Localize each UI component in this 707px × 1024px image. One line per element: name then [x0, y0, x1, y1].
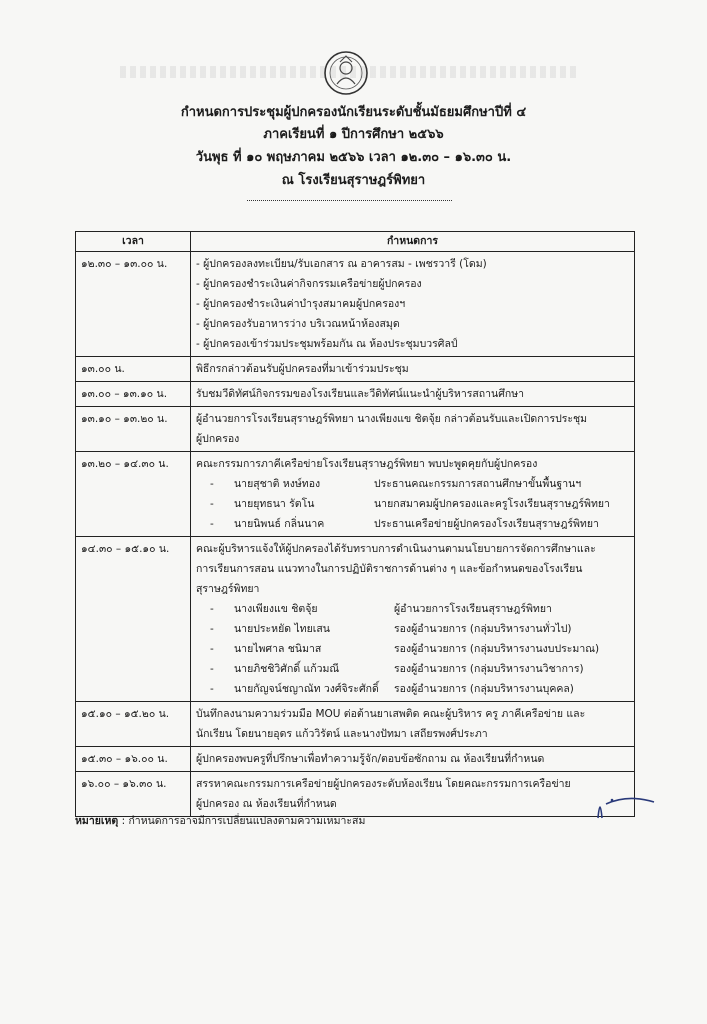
member-role: รองผู้อำนวยการ (กลุ่มบริหารงานวิชาการ): [394, 663, 584, 675]
table-row: [76, 407, 635, 452]
agenda-line: การเรียนการสอน แนวทางในการปฏิบัติราชการด้านต่าง ๆ และข้อกำหนดของโรงเรียน: [196, 563, 583, 575]
time-cell: ๑๕.๓๐ – ๑๖.๐๐ น.: [76, 747, 191, 772]
column-header-agenda: กำหนดการ: [191, 232, 635, 252]
committee-member: - นายสุชาติ หงษ์ทอง ประธานคณะกรรมการสถานศึกษาขั้นพื้นฐานฯ: [196, 474, 629, 494]
time-cell: ๑๔.๓๐ – ๑๕.๑๐ น.: [76, 537, 191, 702]
column-header-time: เวลา: [76, 232, 191, 252]
table-row: [76, 452, 635, 537]
member-role: รองผู้อำนวยการ (กลุ่มบริหารงานงบประมาณ): [394, 643, 600, 655]
executive-member: - นางเพียงแข ชิตจุ้ย ผู้อำนวยการโรงเรียนสุราษฎร์พิทยา: [196, 599, 629, 619]
agenda-line: สรรหาคณะกรรมการเครือข่ายผู้ปกครองระดับห้องเรียน โดยคณะกรรมการเครือข่าย: [196, 778, 571, 790]
agenda-line: ผู้ปกครอง: [196, 433, 240, 445]
schedule-table: [75, 231, 635, 817]
agenda-line: ผู้อำนวยการโรงเรียนสุราษฎร์พิทยา นางเพียงแข ชิตจุ้ย กล่าวต้อนรับและเปิดการประชุม: [196, 413, 588, 425]
time-cell: ๑๓.๐๐ น.: [76, 357, 191, 382]
agenda-cell: [191, 452, 635, 537]
member-name: นายประหยัด ไทยเสน: [234, 623, 330, 635]
member-name: นายกัญจน์ชญาณัท วงศ์จิระศักดิ์: [234, 683, 379, 695]
agenda-cell: [191, 702, 635, 747]
header-title: กำหนดการประชุมผู้ปกครองนักเรียนระดับชั้นมัธยมศึกษาปีที่ ๔: [180, 105, 527, 120]
dotted-divider: [247, 200, 452, 201]
member-name: นายสุชาติ หงษ์ทอง: [234, 478, 321, 490]
agenda-cell: [191, 252, 635, 357]
member-role: ประธานเครือข่ายผู้ปกครองโรงเรียนสุราษฎร์พิทยา: [374, 518, 599, 530]
executive-member: - นายภิชชิวิศักดิ์ แก้วมณี รองผู้อำนวยการ (กลุ่มบริหารงานวิชาการ): [196, 659, 629, 679]
agenda-cell: [191, 407, 635, 452]
executive-member: - นายกัญจน์ชญาณัท วงศ์จิระศักดิ์ รองผู้อำนวยการ (กลุ่มบริหารงานบุคคล): [196, 679, 629, 699]
time-cell: ๑๓.๒๐ – ๑๔.๓๐ น.: [76, 452, 191, 537]
footnote-text: : กำหนดการอาจมีการเปลี่ยนแปลงตามความเหมาะสม: [121, 815, 366, 827]
table-row: [76, 702, 635, 747]
agenda-line: สุราษฎร์พิทยา: [196, 583, 260, 595]
committee-member: - นายนิพนธ์ กลิ่นนาค ประธานเครือข่ายผู้ปกครองโรงเรียนสุราษฎร์พิทยา: [196, 514, 629, 534]
header-venue: ณ โรงเรียนสุราษฎร์พิทยา: [281, 173, 426, 188]
agenda-line: บันทึกลงนามความร่วมมือ MOU ต่อต้านยาเสพติด คณะผู้บริหาร ครู ภาคีเครือข่าย และ: [196, 708, 586, 720]
member-name: นายไพศาล ชนิมาส: [234, 643, 322, 655]
header-semester: ภาคเรียนที่ ๑ ปีการศึกษา ๒๕๖๖: [263, 127, 444, 142]
member-role: ผู้อำนวยการโรงเรียนสุราษฎร์พิทยา: [394, 603, 552, 615]
agenda-line: คณะกรรมการภาคีเครือข่ายโรงเรียนสุราษฎร์พิทยา พบปะพูดคุยกับผู้ปกครอง: [196, 458, 538, 470]
member-role: รองผู้อำนวยการ (กลุ่มบริหารงานทั่วไป): [394, 623, 572, 635]
table-row: [76, 357, 635, 382]
table-row: [76, 382, 635, 407]
time-cell: ๑๓.๐๐ – ๑๓.๑๐ น.: [76, 382, 191, 407]
time-cell: ๑๖.๐๐ – ๑๖.๓๐ น.: [76, 772, 191, 817]
agenda-line: นักเรียน โดยนายอุดร แก้ววิรัตน์ และนางปัทมา เสถียรพงศ์ประภา: [196, 728, 488, 740]
agenda-line: คณะผู้บริหารแจ้งให้ผู้ปกครองได้รับทราบการดำเนินงานตามนโยบายการจัดการศึกษาและ: [196, 543, 596, 555]
table-header-row: [76, 232, 635, 252]
footnote: [75, 812, 365, 829]
agenda-line: - ผู้ปกครองชำระเงินค่ากิจกรรมเครือข่ายผู้ปกครอง: [196, 278, 422, 290]
agenda-line: - ผู้ปกครองชำระเงินค่าบำรุงสมาคมผู้ปกครองฯ: [196, 298, 406, 310]
agenda-cell: [191, 747, 635, 772]
member-role: นายกสมาคมผู้ปกครองและครูโรงเรียนสุราษฎร์พิทยา: [374, 498, 610, 510]
table-row: [76, 772, 635, 817]
time-cell: ๑๓.๑๐ – ๑๓.๒๐ น.: [76, 407, 191, 452]
agenda-line: ผู้ปกครอง ณ ห้องเรียนที่กำหนด: [196, 798, 337, 810]
footnote-label: หมายเหตุ: [75, 815, 119, 827]
table-row: [76, 537, 635, 702]
time-cell: ๑๒.๓๐ – ๑๓.๐๐ น.: [76, 252, 191, 357]
agenda-line: ผู้ปกครองพบครูที่ปรึกษาเพื่อทำความรู้จัก/ตอบข้อซักถาม ณ ห้องเรียนที่กำหนด: [196, 753, 545, 765]
member-role: รองผู้อำนวยการ (กลุ่มบริหารงานบุคคล): [394, 683, 574, 695]
agenda-cell: [191, 772, 635, 817]
table-row: [76, 747, 635, 772]
executive-member: - นายไพศาล ชนิมาส รองผู้อำนวยการ (กลุ่มบริหารงานงบประมาณ): [196, 639, 629, 659]
agenda-cell: [191, 382, 635, 407]
table-row: [76, 252, 635, 357]
agenda-cell: [191, 357, 635, 382]
member-name: นางเพียงแข ชิตจุ้ย: [234, 603, 318, 615]
agenda-line: พิธีกรกล่าวต้อนรับผู้ปกครองที่มาเข้าร่วมประชุม: [196, 363, 409, 375]
agenda-line: - ผู้ปกครองลงทะเบียน/รับเอกสาร ณ อาคารสม - เพชรวารี (โดม): [196, 258, 487, 270]
member-name: นายยุทธนา รัตโน: [234, 498, 315, 510]
agenda-line: - ผู้ปกครองเข้าร่วมประชุมพร้อมกัน ณ ห้องประชุมบวรศิลป์: [196, 338, 458, 350]
executive-member: - นายประหยัด ไทยเสน รองผู้อำนวยการ (กลุ่มบริหารงานทั่วไป): [196, 619, 629, 639]
header-date-time: วันพุธ ที่ ๑๐ พฤษภาคม ๒๕๖๖ เวลา ๑๒.๓๐ – ๑๖.๓๐ น.: [195, 150, 512, 165]
member-name: นายนิพนธ์ กลิ่นนาค: [234, 518, 325, 530]
member-name: นายภิชชิวิศักดิ์ แก้วมณี: [234, 663, 340, 675]
agenda-line: รับชมวีดิทัศน์กิจกรรมของโรงเรียนและวีดิทัศน์แนะนำผู้บริหารสถานศึกษา: [196, 388, 525, 400]
agenda-cell: [191, 537, 635, 702]
member-role: ประธานคณะกรรมการสถานศึกษาขั้นพื้นฐานฯ: [374, 478, 582, 490]
school-seal-icon: [323, 50, 369, 96]
signature-mark: [588, 788, 668, 828]
agenda-line: - ผู้ปกครองรับอาหารว่าง บริเวณหน้าห้องสมุด: [196, 318, 400, 330]
time-cell: ๑๕.๑๐ – ๑๕.๒๐ น.: [76, 702, 191, 747]
committee-member: - นายยุทธนา รัตโน นายกสมาคมผู้ปกครองและครูโรงเรียนสุราษฎร์พิทยา: [196, 494, 629, 514]
